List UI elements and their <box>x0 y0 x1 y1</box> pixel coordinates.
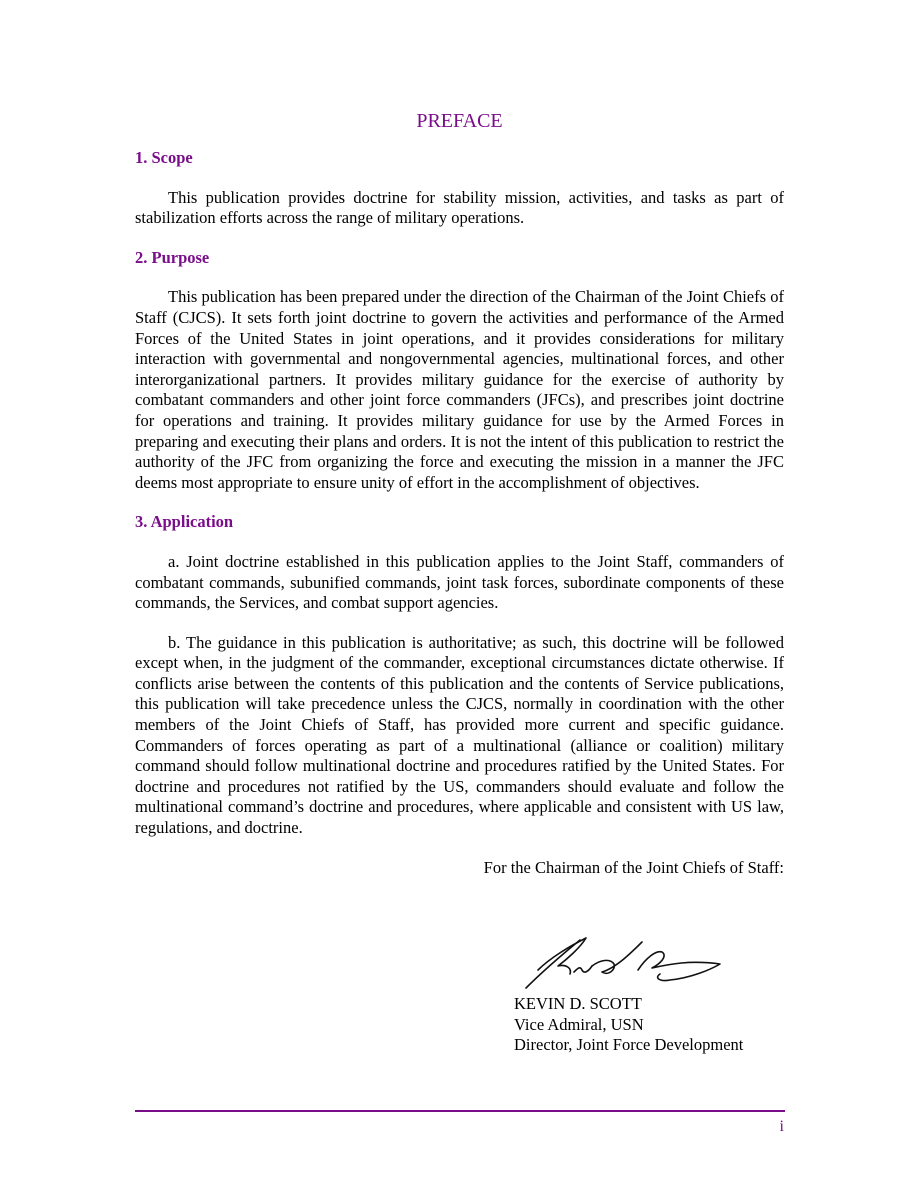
document-body <box>135 108 784 878</box>
signer-rank: Vice Admiral, USN <box>514 1014 644 1034</box>
footer-divider <box>135 1110 785 1112</box>
section-heading-scope: 1. Scope <box>135 148 193 167</box>
page-number: i <box>779 1118 784 1135</box>
purpose-paragraph: This publication has been prepared under the direction of the Chairman of the Joint Chiefs of Staff (CJCS). It sets forth joint doctrine to govern the activities and performance of the Armed Forces of the United States in joint operations, and it provides considerations for military interaction with governmental and nongovernmental agencies, multinational forces, and other interorganizational partners. It provides military guidance for the exercise of authority by combatant commanders and other joint force commanders (JFCs), and prescribes joint doctrine for operations and training. It provides military guidance for use by the Armed Forces in preparing and executing their plans and orders. It is not the intent of this publication to restrict the authority of the JFC from organizing the force and executing the mission in a manner the JFC deems most appropriate to ensure unity of effort in the accomplishment of objectives. <box>135 287 784 492</box>
scope-paragraph: This publication provides doctrine for stability mission, activities, and tasks as part of stabilization efforts across the range of military operations. <box>135 187 784 228</box>
signer-position: Director, Joint Force Development <box>514 1035 744 1055</box>
signer-block <box>514 994 743 1056</box>
signature-intro: For the Chairman of the Joint Chiefs of Staff: <box>483 857 784 877</box>
signer-name: KEVIN D. SCOTT <box>514 994 642 1013</box>
section-heading-purpose: 2. Purpose <box>135 247 210 267</box>
page-title: PREFACE <box>416 110 503 132</box>
section-heading-application: 3. Application <box>135 512 234 532</box>
handwritten-signature <box>520 930 730 992</box>
application-paragraph-a: a. Joint doctrine established in this publication applies to the Joint Staff, commanders of combatant commands, subunified commands, joint task forces, subordinate components of these commands, the Services, and combat support agencies. <box>135 551 784 613</box>
application-paragraph-b: b. The guidance in this publication is authoritative; as such, this doctrine will be followed except when, in the judgment of the commander, exceptional circumstances dictate otherwise. If conflicts arise between the contents of this publication and the contents of Service publications, this publication will take precedence unless the CJCS, normally in coordination with the other members of the Joint Chiefs of Staff, has provided more current and specific guidance. Commanders of forces operating as part of a multinational (alliance or coalition) military command should follow multinational doctrine and procedures ratified by the United States. For doctrine and procedures not ratified by the US, commanders should evaluate and follow the multinational command’s doctrine and procedures, where applicable and consistent with US law, regulations, and doctrine. <box>135 632 784 838</box>
